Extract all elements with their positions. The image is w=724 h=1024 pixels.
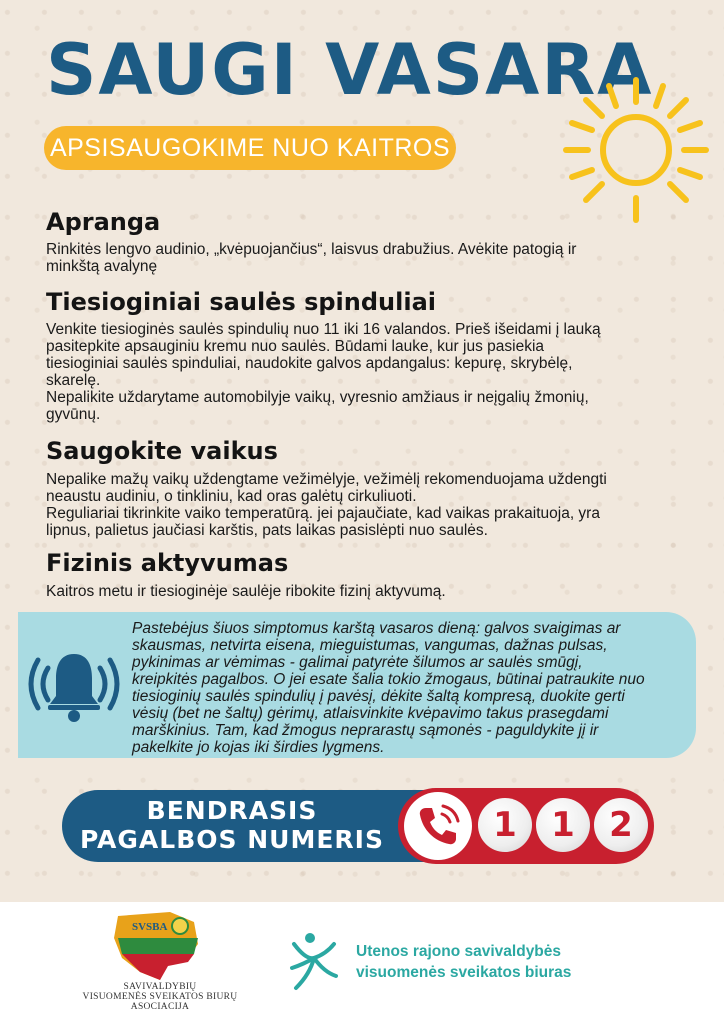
warning-info-text: [132, 620, 672, 756]
utena-caption-line: Utenos rajono savivaldybės: [356, 943, 562, 960]
svsba-caption-line: SAVIVALDYBIŲ: [123, 982, 197, 992]
text-line: lipnus, palietus jaučiasi karštis, pats laikas pasislėpti nuo saulės.: [46, 522, 488, 539]
text-line: gyvūnų.: [46, 406, 101, 423]
text-line: Nepalike mažų vaikų uždengtame vežimėlyje, vežimėlį rekomenduojama uždengti: [46, 471, 607, 488]
text-line: Venkite tiesioginės saulės spindulių nuo 11 iki 16 valandos. Prieš išeidami į lauką: [46, 321, 601, 338]
alarm-bell-icon: [26, 648, 122, 726]
emergency-digit: 1: [536, 798, 590, 852]
emergency-digit: 2: [594, 798, 648, 852]
utena-caption: [356, 941, 571, 983]
section-heading-vaikus: Saugokite vaikus: [46, 437, 278, 465]
section-body-apranga: [46, 241, 686, 275]
text-line: pykinimas ar vėmimas - galimai patyrėte šilumos ar saulės smūgį,: [132, 654, 583, 671]
subtitle-pill: APSISAUGOKIME NUO KAITROS: [44, 126, 456, 170]
text-line: Pastebėjus šiuos simptomus karštą vasaros dieną: galvos svaigimas ar: [132, 620, 621, 637]
text-line: minkštą avalynę: [46, 258, 158, 275]
section-body-aktyvumas: [46, 583, 686, 600]
text-line: skarelę.: [46, 372, 101, 389]
text-line: vėsių (bet ne šaltų) gėrimų, atlaisvinkite kvėpavimo takus prasegdami: [132, 705, 609, 722]
section-heading-aktyvumas: Fizinis aktyvumas: [46, 549, 289, 577]
svsba-caption-line: ASOCIACIJA: [130, 1002, 190, 1012]
text-line: kreipkitės pagalbos. O jei esate šalia tokio žmogaus, būtinai patraukite nuo: [132, 671, 645, 688]
text-line: Rinkitės lengvo audinio, „kvėpuojančius“, laisvus drabužius. Avėkite patogią ir: [46, 241, 577, 258]
svsba-logo: [108, 908, 204, 984]
utena-caption-line: visuomenės sveikatos biuras: [356, 964, 572, 981]
page-title: SAUGI VASARA: [46, 29, 654, 111]
sun-icon: [556, 70, 716, 230]
emergency-label: [62, 796, 402, 854]
utena-logo: [286, 930, 342, 994]
svsba-caption: [70, 982, 250, 1012]
text-line: marškinius. Tam, kad žmogus neprarastų sąmonės - paguldykite jį ir: [132, 722, 599, 739]
svg-text:SVSBA: SVSBA: [132, 921, 168, 933]
text-line: pakelkite jo kojas iki širdies lygmens.: [132, 739, 385, 756]
text-line: neaustu audiniu, o tinkliniu, kad oras galėtų cirkuliuoti.: [46, 488, 417, 505]
text-line: Reguliariai tikrinkite vaiko temperatūrą. jei pajaučiate, kad vaikas prakaituoja, yra: [46, 505, 600, 522]
text-line: tiesioginiai saulės spinduliai, naudokite galvos apdangalus: kepurę, skrybėlę,: [46, 355, 573, 372]
emergency-label-line: BENDRASIS: [146, 796, 318, 825]
text-line: Nepalikite uždarytame automobilyje vaikų, vyresnio amžiaus ir neįgalių žmonių,: [46, 389, 589, 406]
text-line: Kaitros metu ir tiesioginėje saulėje ribokite fizinį aktyvumą.: [46, 583, 446, 600]
phone-icon-circle: [404, 792, 472, 860]
section-body-vaikus: [46, 471, 686, 539]
phone-icon: [404, 792, 472, 860]
text-line: skausmas, netvirta eisena, mieguistumas, vangumas, dažnas pulsas,: [132, 637, 608, 654]
text-line: tiesioginių saulės spindulių į pavėsį, dėkite šaltą kompresą, duokite gerti: [132, 688, 625, 705]
section-heading-spinduliai: Tiesioginiai saulės spinduliai: [46, 288, 436, 316]
emergency-label-line: PAGALBOS NUMERIS: [80, 825, 384, 854]
emergency-digit: 1: [478, 798, 532, 852]
text-line: pasitepkite apsauginiu kremu nuo saulės. Būdami lauke, kur jus pasiekia: [46, 338, 545, 355]
section-body-spinduliai: [46, 321, 686, 423]
section-heading-apranga: Apranga: [46, 208, 161, 236]
svsba-caption-line: VISUOMENĖS SVEIKATOS BIURŲ: [82, 992, 238, 1002]
